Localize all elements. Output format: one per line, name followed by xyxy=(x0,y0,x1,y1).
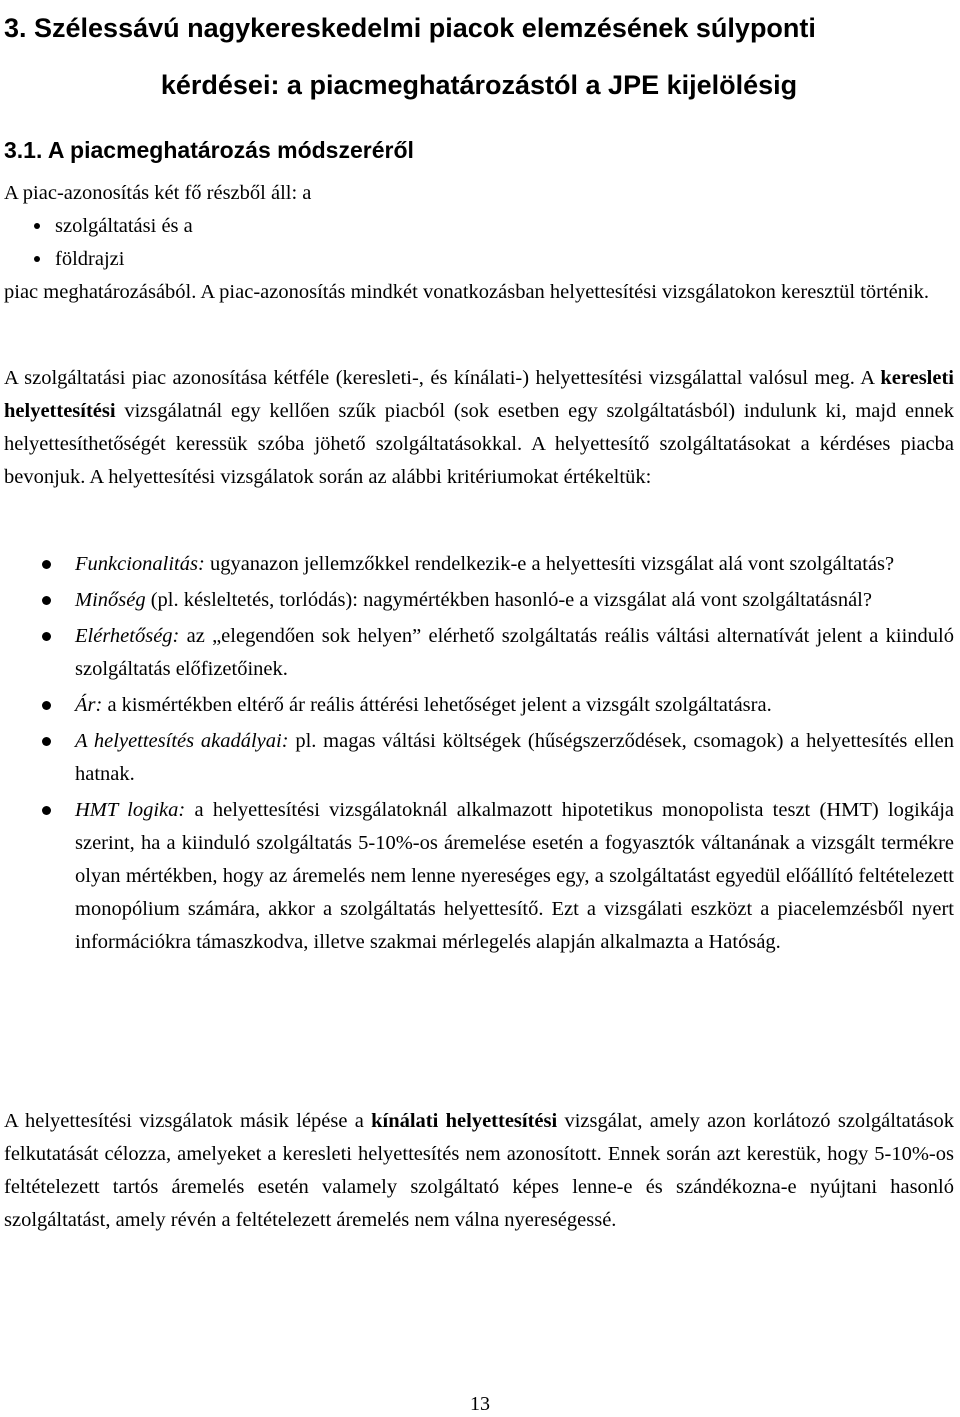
paragraph-text: vizsgálatnál egy kellően szűk piacból (sok esetben egy szolgáltatásból) indulunk ki, majd ennek helyettesíthetőségét keressük szóba jöhető szolgáltatásokkal. A helyettesítő szolgáltatásokat a kérdéses piacba bevonjuk. A helyettesítési vizsgálatok során az alábbi kritériumokat értékeltük: xyxy=(4,400,954,488)
criteria-list xyxy=(4,548,954,959)
paragraph-supply-substitution xyxy=(4,1105,954,1237)
criteria-text: a helyettesítési vizsgálatoknál alkalmazott hipotetikus monopolista teszt (HMT) logikája szerint, ha a kiinduló szolgáltatás 5-10%-os áremelése esetén a fogyasztók váltanának a vizsgált termékre olyan mértékben, hogy az áremelés nem lenne nyereséges egy, a szolgáltatást egyedül előállító feltételezett monopólium számára, akkor a szolgáltatás helyettesítő. Ezt a vizsgálati eszközt a piacelemzésből nyert információkra támaszkodva, illetve szakmai mérlegelés alapján alkalmazta a Hatóság. xyxy=(75,799,954,953)
list-item-text: földrajzi xyxy=(55,248,125,270)
criteria-text: pl. magas váltási költségek (hűségszerződések, csomagok) a helyettesítés ellen hatnak. xyxy=(75,730,955,785)
intro-text: A piac-azonosítás két fő részből áll: a xyxy=(4,182,312,204)
criteria-text: (pl. késleltetés, torlódás): nagymértékben hasonló-e a vizsgálat alá vont szolgáltatásnál? xyxy=(145,589,872,611)
criteria-item xyxy=(4,584,954,617)
paragraph-text: A szolgáltatási piac azonosítása kétféle (keresleti-, és kínálati-) helyettesítési vizsgálattal valósul meg. A xyxy=(4,367,881,389)
bullet-icon xyxy=(34,256,40,262)
bullet-icon xyxy=(42,632,51,641)
criteria-term: A helyettesítés akadályai: xyxy=(75,730,289,752)
criteria-text: a kismértékben eltérő ár reális áttérési lehetőséget jelent a vizsgált szolgáltatásra. xyxy=(102,694,772,716)
criteria-item xyxy=(4,794,954,959)
chapter-heading-line1: 3. Szélessávú nagykereskedelmi piacok elemzésének súlyponti xyxy=(4,13,816,43)
page-number: 13 xyxy=(470,1393,490,1415)
bold-term: kínálati helyettesítési xyxy=(371,1110,558,1132)
criteria-item xyxy=(4,620,954,686)
criteria-term: Elérhetőség: xyxy=(75,625,180,647)
criteria-text: az „elegendően sok helyen” elérhető szolgáltatás reális váltási alternatívát jelent a kiinduló szolgáltatás előfizetőinek. xyxy=(75,625,954,680)
criteria-text: ugyanazon jellemzőkkel rendelkezik-e a helyettesíti vizsgálat alá vont szolgáltatás? xyxy=(204,553,895,575)
criteria-item xyxy=(4,725,954,791)
criteria-term: HMT logika: xyxy=(75,799,186,821)
criteria-term: Funkcionalitás: xyxy=(75,553,205,575)
after-parts-text: piac meghatározásából. A piac-azonosítás mindkét vonatkozásban helyettesítési vizsgálatokon keresztül történik. xyxy=(4,281,930,303)
criteria-block xyxy=(4,548,954,962)
paragraph-demand-substitution xyxy=(4,362,954,494)
list-item-text: szolgáltatási és a xyxy=(55,215,193,237)
list-item xyxy=(4,243,954,276)
parts-list xyxy=(4,210,954,276)
bullet-icon xyxy=(42,560,51,569)
section-heading: 3.1. A piacmeghatározás módszeréről xyxy=(4,137,414,163)
bullet-icon xyxy=(34,223,40,229)
criteria-term: Ár: xyxy=(75,694,103,716)
bullet-icon xyxy=(42,596,51,605)
bullet-icon xyxy=(42,737,51,746)
criteria-item xyxy=(4,548,954,581)
bold-term: keresleti helyettesítési xyxy=(4,367,954,422)
chapter-heading xyxy=(4,0,954,114)
criteria-item xyxy=(4,689,954,722)
bullet-icon xyxy=(42,806,51,815)
paragraph-text: vizsgálat, amely azon korlátozó szolgáltatások felkutatását célozza, amelyeket a keresleti helyettesítés nem azonosított. Ennek során azt kerestük, hogy 5-10%-os feltételezett tartós áremelés esetén valamely szolgáltató képes lenne-e és szándékozna-e nyújtani hasonló szolgáltatást, amely révén a feltételezett áremelés nem válna nyereségessé. xyxy=(4,1110,954,1231)
intro-block xyxy=(4,177,954,309)
criteria-term: Minőség xyxy=(75,589,146,611)
paragraph-text: A helyettesítési vizsgálatok másik lépése a xyxy=(4,1110,372,1132)
chapter-heading-line2: kérdései: a piacmeghatározástól a JPE kijelölésig xyxy=(160,70,798,100)
bullet-icon xyxy=(42,701,51,710)
list-item xyxy=(4,210,954,243)
